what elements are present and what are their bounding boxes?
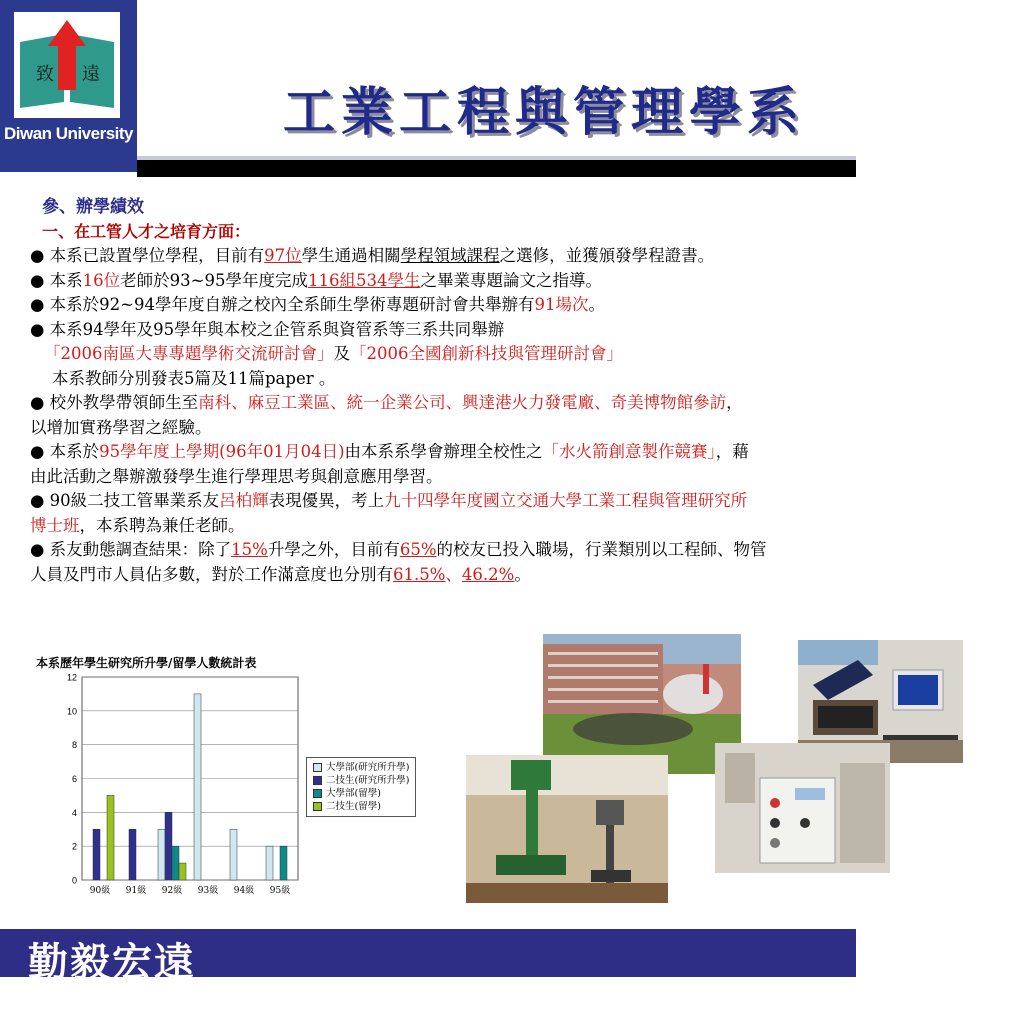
y-tick-label: 2 — [71, 841, 77, 852]
text: 90級二技工管畢業系友 — [49, 491, 220, 510]
highlight: 九十四學年度國立交通大學工業工程與管理研究所 — [384, 491, 748, 510]
text: 本系94學年及95學年與本校之企管系與資管系等三系共同舉辦 — [49, 319, 505, 339]
control-equipment-photo — [715, 743, 890, 873]
content-body — [30, 195, 1000, 587]
subsection-title: 一、在工管人才之培育方面： — [42, 221, 251, 241]
list-item-continuation — [30, 514, 1000, 539]
text: 本系於 — [49, 442, 100, 461]
list-item — [30, 293, 1000, 318]
bar — [129, 829, 136, 880]
text: 由本系系學會辦理全校性之 — [344, 442, 543, 461]
bar — [179, 863, 186, 880]
bar — [230, 829, 237, 880]
text: 由此活動之舉辦激發學生進行學理思考與創意應用學習。 — [30, 466, 443, 486]
legend-item — [313, 787, 409, 800]
highlight: 博士班 — [30, 515, 80, 535]
legend-label: 二技生(研究所升學) — [326, 775, 410, 786]
legend-swatch — [313, 763, 322, 772]
text: 之選修，並獲頒發學程證書。 — [499, 246, 715, 265]
legend-swatch — [313, 789, 322, 798]
y-tick-label: 0 — [71, 875, 77, 886]
legend-label: 大學部(研究所升學) — [326, 762, 410, 773]
text: 本系於92~94學年度自辦之校內全系師生學術專題研討會共舉辦有 — [49, 295, 535, 314]
highlight: 、 — [445, 564, 462, 584]
text: 及 — [333, 344, 350, 363]
campus-event-photo — [543, 634, 741, 774]
x-tick-label: 95級 — [269, 886, 291, 896]
text: 本系教師分別發表5篇及11篇paper 。 — [52, 368, 336, 388]
svg-text:致: 致 — [36, 64, 54, 85]
legend-item — [313, 774, 409, 787]
text: 人員及門市人員佔多數，對於工作滿意度也分別有 — [30, 564, 393, 584]
highlight: 「2006全國創新科技與管理研討會」 — [350, 344, 623, 363]
text: 本系 — [49, 270, 83, 290]
text: 表現優異，考上 — [268, 491, 385, 510]
svg-text:遠: 遠 — [82, 64, 100, 85]
legend-label: 大學部(留學) — [326, 788, 381, 799]
list-item — [30, 489, 1000, 514]
drill-press-photo — [466, 755, 668, 903]
chart-legend — [306, 757, 416, 817]
legend-item — [313, 800, 409, 813]
list-item-continuation — [30, 416, 1000, 441]
y-tick-label: 6 — [71, 774, 77, 784]
text: ，本系聘為兼任老師。 — [79, 515, 245, 535]
list-item — [30, 269, 1000, 294]
list-item — [30, 244, 1000, 269]
y-tick-label: 8 — [71, 740, 77, 751]
header-divider-bar — [137, 160, 856, 177]
highlight: 97位 — [264, 246, 302, 265]
list-item-continuation — [30, 367, 1000, 392]
logo-text: Diwan University — [4, 124, 133, 143]
bar — [172, 846, 179, 880]
chart-title: 本系歷年學生研究所升學/留學人數統計表 — [36, 656, 257, 670]
text: 升學之外，目前有 — [267, 540, 400, 559]
text: 以增加實務學習之經驗。 — [30, 417, 212, 437]
y-tick-label: 12 — [66, 672, 77, 683]
text: 系友動態調查結果：除了 — [49, 540, 232, 559]
text: 的校友已投入職場，行業類別以工程師、物管 — [436, 540, 767, 559]
list-item — [30, 538, 1000, 563]
highlight: 15% — [231, 540, 268, 559]
x-tick-label: 91級 — [125, 886, 147, 896]
text: 學程領域課程 — [400, 246, 500, 265]
page-title: 工業工程與管理學系 — [283, 82, 806, 143]
section-title: 參、辦學績效 — [42, 197, 144, 217]
highlight: 95學年度上學期(96年01月04日) — [99, 442, 345, 461]
x-tick-label: 94級 — [233, 886, 255, 896]
highlight: 16位 — [82, 270, 121, 290]
bar — [93, 829, 100, 880]
y-tick-label: 10 — [66, 706, 77, 717]
bar — [266, 846, 273, 880]
highlight: 「水火箭創意製作競賽」 — [542, 442, 716, 461]
highlight: 「2006南區大專專題學術交流研討會」 — [44, 344, 334, 363]
text: ， — [726, 393, 743, 412]
text: 。 — [588, 295, 605, 314]
bar — [194, 694, 201, 880]
text: 。 — [514, 564, 531, 584]
highlight: 南科、麻豆工業區、統一企業公司、興達港火力發電廠、奇美博物館參訪 — [198, 393, 727, 412]
x-tick-label: 93級 — [197, 886, 219, 896]
list-item-continuation — [30, 563, 1000, 588]
university-logo — [0, 0, 137, 172]
highlight: 呂柏輝 — [219, 491, 269, 510]
bar — [158, 829, 165, 880]
list-item — [30, 440, 1000, 465]
legend-label: 二技生(留學) — [326, 801, 381, 812]
list-item — [30, 391, 1000, 416]
y-tick-label: 4 — [71, 807, 77, 818]
highlight: 65% — [399, 540, 437, 559]
highlight: 46.2% — [461, 564, 515, 584]
bar — [107, 795, 114, 880]
text: 校外教學帶領師生至 — [49, 393, 199, 412]
legend-item — [313, 761, 409, 774]
list-item-continuation — [30, 342, 1000, 367]
text: 本系已設置學位學程，目前有 — [49, 246, 265, 265]
university-emblem-icon — [14, 12, 120, 118]
legend-swatch — [313, 802, 322, 811]
x-tick-label: 90級 — [89, 886, 111, 896]
highlight: 116組534學生 — [307, 270, 421, 290]
list-item — [30, 318, 1000, 343]
school-motto: 勤毅宏遠 — [28, 940, 196, 986]
text: 學生通過相關 — [301, 246, 401, 265]
list-item-continuation — [30, 465, 1000, 490]
highlight: 91場次 — [534, 295, 589, 314]
text: 之畢業專題論文之指導。 — [420, 270, 602, 290]
bar — [165, 812, 172, 880]
text: 老師於93~95學年度完成 — [120, 270, 308, 290]
x-tick-label: 92級 — [161, 886, 183, 896]
text: ，藉 — [715, 442, 749, 461]
legend-swatch — [313, 776, 322, 785]
bar — [280, 846, 287, 880]
highlight: 61.5% — [393, 564, 446, 584]
